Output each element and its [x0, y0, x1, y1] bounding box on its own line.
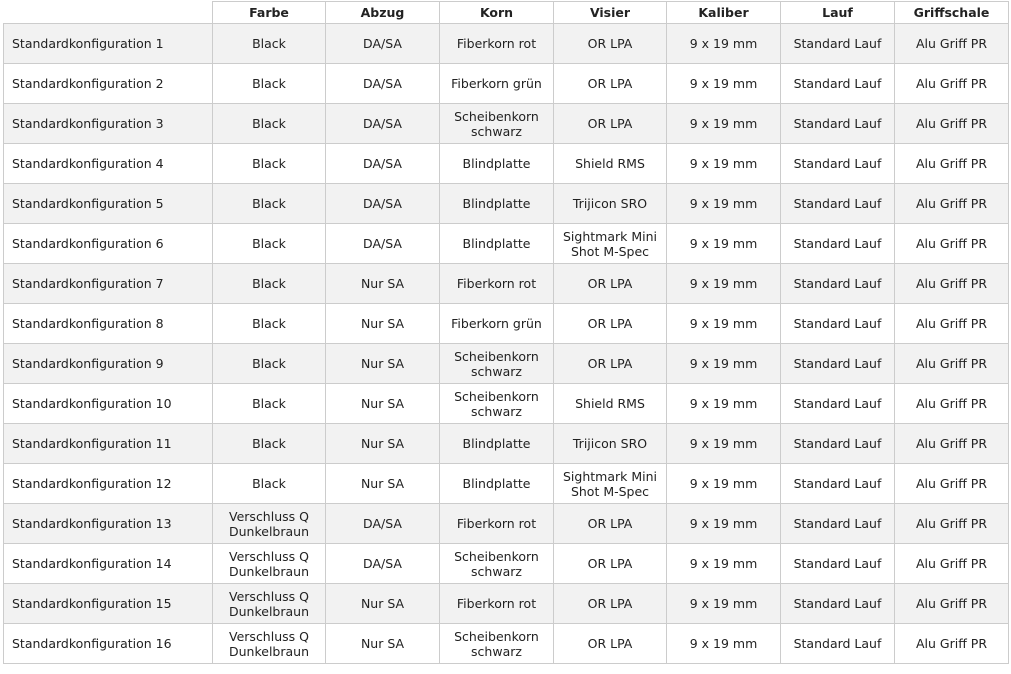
cell-abzug: DA/SA: [326, 144, 440, 184]
table-row: [4, 184, 1009, 224]
cell-visier: Shield RMS: [554, 384, 667, 424]
cell-abzug: Nur SA: [326, 424, 440, 464]
cell-visier: OR LPA: [554, 584, 667, 624]
cell-abzug: Nur SA: [326, 384, 440, 424]
row-label: Standardkonfiguration 14: [4, 544, 213, 584]
cell-visier: OR LPA: [554, 104, 667, 144]
cell-visier: Trijicon SRO: [554, 184, 667, 224]
cell-farbe: Black: [213, 224, 326, 264]
cell-farbe: Black: [213, 304, 326, 344]
cell-visier: OR LPA: [554, 504, 667, 544]
cell-griffschale: Alu Griff PR: [895, 344, 1009, 384]
row-label: Standardkonfiguration 13: [4, 504, 213, 544]
table-row: [4, 64, 1009, 104]
column-header-visier: Visier: [554, 2, 667, 24]
cell-kaliber: 9 x 19 mm: [667, 504, 781, 544]
cell-abzug: Nur SA: [326, 304, 440, 344]
cell-farbe: Black: [213, 424, 326, 464]
cell-lauf: Standard Lauf: [781, 424, 895, 464]
cell-farbe: Verschluss Q Dunkelbraun: [213, 624, 326, 664]
cell-kaliber: 9 x 19 mm: [667, 24, 781, 64]
cell-visier: OR LPA: [554, 344, 667, 384]
cell-lauf: Standard Lauf: [781, 24, 895, 64]
cell-kaliber: 9 x 19 mm: [667, 584, 781, 624]
cell-korn: Fiberkorn grün: [440, 304, 554, 344]
cell-lauf: Standard Lauf: [781, 584, 895, 624]
cell-farbe: Black: [213, 144, 326, 184]
cell-griffschale: Alu Griff PR: [895, 624, 1009, 664]
cell-kaliber: 9 x 19 mm: [667, 104, 781, 144]
cell-korn: Scheibenkorn schwarz: [440, 624, 554, 664]
row-label: Standardkonfiguration 6: [4, 224, 213, 264]
cell-kaliber: 9 x 19 mm: [667, 224, 781, 264]
cell-visier: Sightmark Mini Shot M-Spec: [554, 464, 667, 504]
cell-farbe: Verschluss Q Dunkelbraun: [213, 504, 326, 544]
row-label: Standardkonfiguration 10: [4, 384, 213, 424]
cell-korn: Scheibenkorn schwarz: [440, 544, 554, 584]
cell-visier: OR LPA: [554, 544, 667, 584]
cell-griffschale: Alu Griff PR: [895, 584, 1009, 624]
cell-korn: Blindplatte: [440, 144, 554, 184]
cell-kaliber: 9 x 19 mm: [667, 184, 781, 224]
column-header-kaliber: Kaliber: [667, 2, 781, 24]
cell-abzug: DA/SA: [326, 504, 440, 544]
cell-kaliber: 9 x 19 mm: [667, 624, 781, 664]
cell-farbe: Black: [213, 64, 326, 104]
column-header-farbe: Farbe: [213, 2, 326, 24]
table-row: [4, 544, 1009, 584]
row-label: Standardkonfiguration 2: [4, 64, 213, 104]
cell-visier: Shield RMS: [554, 144, 667, 184]
cell-farbe: Black: [213, 264, 326, 304]
cell-visier: Sightmark Mini Shot M-Spec: [554, 224, 667, 264]
cell-kaliber: 9 x 19 mm: [667, 424, 781, 464]
cell-griffschale: Alu Griff PR: [895, 224, 1009, 264]
cell-griffschale: Alu Griff PR: [895, 184, 1009, 224]
cell-farbe: Black: [213, 344, 326, 384]
row-label: Standardkonfiguration 15: [4, 584, 213, 624]
row-label: Standardkonfiguration 12: [4, 464, 213, 504]
table-row: [4, 344, 1009, 384]
table-header: [4, 2, 1009, 24]
cell-lauf: Standard Lauf: [781, 64, 895, 104]
table-row: [4, 624, 1009, 664]
cell-lauf: Standard Lauf: [781, 544, 895, 584]
cell-griffschale: Alu Griff PR: [895, 384, 1009, 424]
row-label: Standardkonfiguration 7: [4, 264, 213, 304]
cell-griffschale: Alu Griff PR: [895, 304, 1009, 344]
cell-abzug: Nur SA: [326, 264, 440, 304]
cell-abzug: Nur SA: [326, 584, 440, 624]
cell-korn: Scheibenkorn schwarz: [440, 344, 554, 384]
cell-kaliber: 9 x 19 mm: [667, 384, 781, 424]
cell-griffschale: Alu Griff PR: [895, 24, 1009, 64]
cell-kaliber: 9 x 19 mm: [667, 464, 781, 504]
cell-griffschale: Alu Griff PR: [895, 64, 1009, 104]
table-row: [4, 104, 1009, 144]
cell-abzug: DA/SA: [326, 104, 440, 144]
cell-korn: Blindplatte: [440, 424, 554, 464]
cell-kaliber: 9 x 19 mm: [667, 344, 781, 384]
table-row: [4, 304, 1009, 344]
cell-lauf: Standard Lauf: [781, 264, 895, 304]
table-row: [4, 24, 1009, 64]
cell-visier: OR LPA: [554, 264, 667, 304]
cell-abzug: DA/SA: [326, 64, 440, 104]
configuration-table: [3, 1, 1009, 664]
cell-korn: Scheibenkorn schwarz: [440, 104, 554, 144]
header-corner-cell: [4, 2, 213, 24]
row-label: Standardkonfiguration 5: [4, 184, 213, 224]
row-label: Standardkonfiguration 16: [4, 624, 213, 664]
cell-lauf: Standard Lauf: [781, 144, 895, 184]
row-label: Standardkonfiguration 3: [4, 104, 213, 144]
row-label: Standardkonfiguration 1: [4, 24, 213, 64]
cell-farbe: Verschluss Q Dunkelbraun: [213, 584, 326, 624]
cell-abzug: DA/SA: [326, 184, 440, 224]
header-row: [4, 2, 1009, 24]
cell-lauf: Standard Lauf: [781, 184, 895, 224]
cell-griffschale: Alu Griff PR: [895, 544, 1009, 584]
table-row: [4, 464, 1009, 504]
cell-farbe: Black: [213, 384, 326, 424]
row-label: Standardkonfiguration 8: [4, 304, 213, 344]
cell-visier: OR LPA: [554, 24, 667, 64]
cell-kaliber: 9 x 19 mm: [667, 304, 781, 344]
cell-visier: OR LPA: [554, 64, 667, 104]
cell-abzug: DA/SA: [326, 544, 440, 584]
cell-korn: Fiberkorn rot: [440, 24, 554, 64]
cell-abzug: DA/SA: [326, 24, 440, 64]
cell-visier: OR LPA: [554, 624, 667, 664]
cell-lauf: Standard Lauf: [781, 624, 895, 664]
cell-korn: Blindplatte: [440, 464, 554, 504]
column-header-griffschale: Griffschale: [895, 2, 1009, 24]
cell-lauf: Standard Lauf: [781, 464, 895, 504]
cell-abzug: Nur SA: [326, 464, 440, 504]
row-label: Standardkonfiguration 9: [4, 344, 213, 384]
cell-farbe: Black: [213, 104, 326, 144]
cell-abzug: Nur SA: [326, 344, 440, 384]
column-header-lauf: Lauf: [781, 2, 895, 24]
cell-lauf: Standard Lauf: [781, 344, 895, 384]
cell-farbe: Verschluss Q Dunkelbraun: [213, 544, 326, 584]
cell-korn: Fiberkorn rot: [440, 584, 554, 624]
cell-lauf: Standard Lauf: [781, 104, 895, 144]
row-label: Standardkonfiguration 11: [4, 424, 213, 464]
cell-farbe: Black: [213, 184, 326, 224]
cell-lauf: Standard Lauf: [781, 224, 895, 264]
cell-kaliber: 9 x 19 mm: [667, 264, 781, 304]
cell-visier: Trijicon SRO: [554, 424, 667, 464]
cell-kaliber: 9 x 19 mm: [667, 64, 781, 104]
cell-visier: OR LPA: [554, 304, 667, 344]
cell-abzug: Nur SA: [326, 624, 440, 664]
cell-korn: Scheibenkorn schwarz: [440, 384, 554, 424]
cell-korn: Fiberkorn grün: [440, 64, 554, 104]
cell-griffschale: Alu Griff PR: [895, 104, 1009, 144]
column-header-korn: Korn: [440, 2, 554, 24]
cell-griffschale: Alu Griff PR: [895, 264, 1009, 304]
cell-farbe: Black: [213, 464, 326, 504]
cell-lauf: Standard Lauf: [781, 304, 895, 344]
table-row: [4, 224, 1009, 264]
cell-korn: Blindplatte: [440, 184, 554, 224]
cell-griffschale: Alu Griff PR: [895, 144, 1009, 184]
cell-korn: Blindplatte: [440, 224, 554, 264]
row-label: Standardkonfiguration 4: [4, 144, 213, 184]
cell-griffschale: Alu Griff PR: [895, 504, 1009, 544]
cell-farbe: Black: [213, 24, 326, 64]
cell-griffschale: Alu Griff PR: [895, 464, 1009, 504]
table-row: [4, 264, 1009, 304]
table-row: [4, 584, 1009, 624]
cell-kaliber: 9 x 19 mm: [667, 544, 781, 584]
cell-korn: Fiberkorn rot: [440, 264, 554, 304]
table-row: [4, 144, 1009, 184]
cell-lauf: Standard Lauf: [781, 384, 895, 424]
cell-korn: Fiberkorn rot: [440, 504, 554, 544]
table-row: [4, 424, 1009, 464]
cell-kaliber: 9 x 19 mm: [667, 144, 781, 184]
column-header-abzug: Abzug: [326, 2, 440, 24]
table-row: [4, 504, 1009, 544]
cell-lauf: Standard Lauf: [781, 504, 895, 544]
table-row: [4, 384, 1009, 424]
table-body: [4, 24, 1009, 664]
cell-griffschale: Alu Griff PR: [895, 424, 1009, 464]
cell-abzug: DA/SA: [326, 224, 440, 264]
